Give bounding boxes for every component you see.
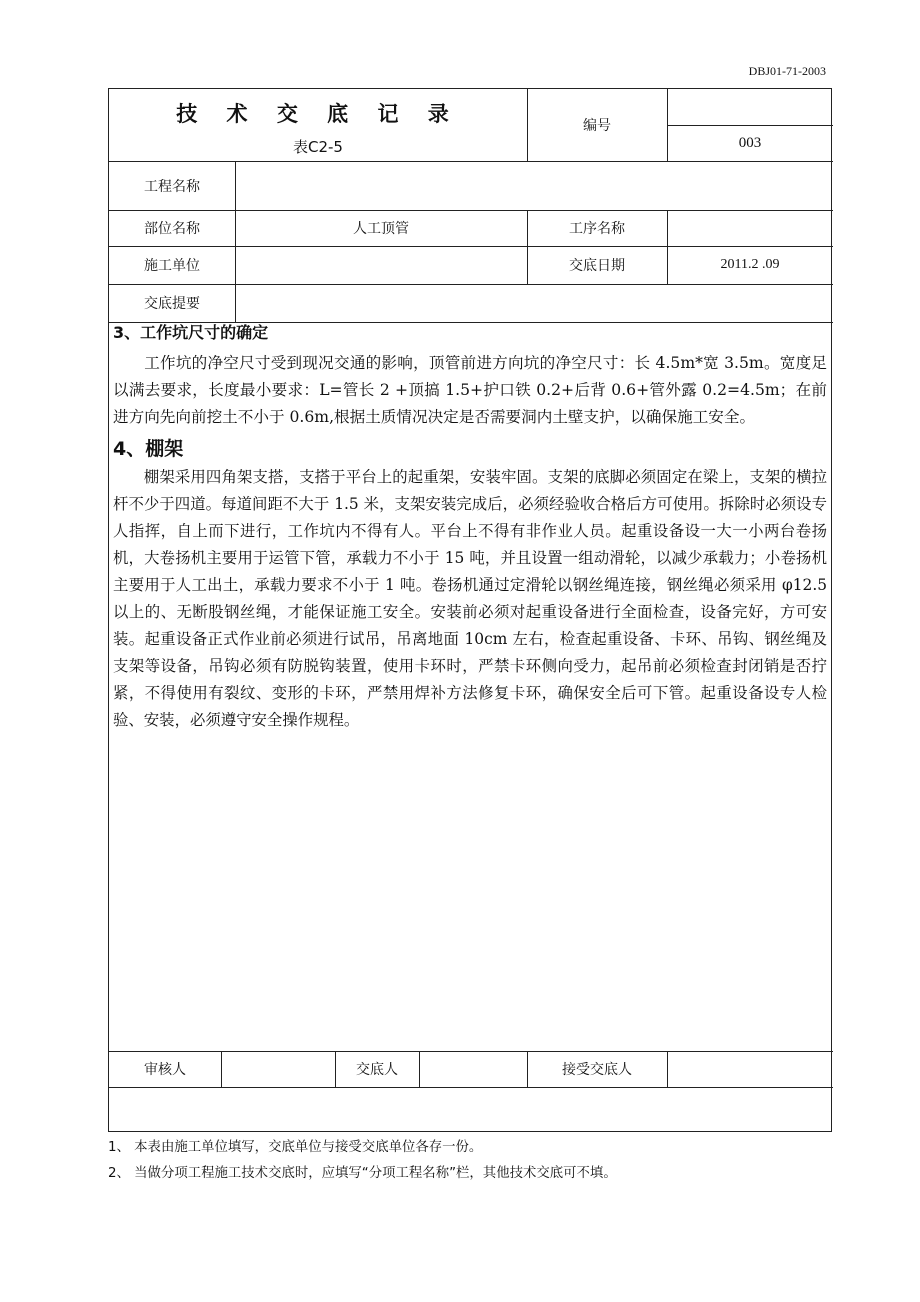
form-title: 技 术 交 底 记 录: [176, 102, 460, 126]
document-code: DBJ01-71-2003: [748, 64, 826, 78]
section-3-text: 工作坑的净空尺寸受到现况交通的影响，顶管前进方向坑的净空尺寸：长 4.5m*宽 3.5m。宽度足以满去要求，长度最小要求：L=管长 2 +顶搞 1.5+护口铁 0.2+后背 0.6+管外露 0.2=4.5m；在前进方向先向前挖土不小于 0.6m,根据土质情况决定是否需要洞内土壁支护，以确保施工安全。: [113, 354, 827, 427]
handover-date-label: 交底日期: [569, 258, 625, 274]
form-number: 表C2-5: [293, 137, 343, 156]
receiver-field[interactable]: [667, 1051, 833, 1087]
reviewer-field[interactable]: [221, 1051, 335, 1087]
part-name-label: 部位名称: [144, 221, 200, 237]
project-name-field[interactable]: [235, 161, 833, 210]
section-4-title: 4、棚架: [113, 437, 184, 460]
project-name-label: 工程名称: [144, 178, 200, 195]
part-name-field[interactable]: 人工顶管: [353, 222, 409, 237]
tech-handover-form: [108, 88, 832, 1132]
number-value: 003: [738, 134, 762, 151]
number-label: 编号: [583, 118, 611, 134]
reviewer-label: 审核人: [144, 1062, 186, 1078]
section-3-title: 3、工作坑尺寸的确定: [113, 323, 269, 342]
handover-person-field[interactable]: [419, 1051, 527, 1087]
summary-field[interactable]: [235, 284, 833, 322]
row-divider: [109, 1087, 833, 1088]
handover-date-field[interactable]: 2011.2 .09: [720, 257, 780, 272]
construction-unit-label: 施工单位: [144, 258, 200, 274]
summary-label: 交底提要: [144, 296, 200, 312]
handover-person-label: 交底人: [356, 1062, 398, 1078]
handover-content: [109, 322, 833, 734]
note-1: 1、 本表由施工单位填写，交底单位与接受交底单位各存一份。: [108, 1140, 483, 1155]
receiver-label: 接受交底人: [562, 1062, 632, 1078]
construction-unit-field[interactable]: [235, 246, 527, 284]
process-name-field[interactable]: [667, 210, 833, 246]
process-name-label: 工序名称: [569, 221, 625, 237]
section-4-text: 棚架采用四角架支搭，支搭于平台上的起重架，安装牢固。支架的底脚必须固定在梁上，支架的横拉杆不少于四道。每道间距不大于 1.5 米，支架安装完成后，必须经验收合格后方可使用。拆除时必须设专人指挥，自上而下进行，工作坑内不得有人。平台上不得有非作业人员。起重设备设一大一小两台卷扬机，大卷扬机主要用于运管下管，承载力不小于 15 吨，并且设置一组动滑轮，以减少承载力；小卷扬机主要用于人工出土，承载力要求不小于 1 吨。卷扬机通过定滑轮以钢丝绳连接，钢丝绳必须采用 φ12.5 以上的、无断股钢丝绳，才能保证施工安全。安装前必须对起重设备进行全面检查，设备完好，方可安装。起重设备正式作业前必须进行试吊，吊离地面 10cm 左右，检查起重设备、卡环、吊钩、钢丝绳及支架等设备，吊钩必须有防脱钩装置，使用卡环时，严禁卡环侧向受力，起吊前必须检查封闭销是否拧紧，不得使用有裂纹、变形的卡环，严禁用焊补方法修复卡环，确保安全后可下管。起重设备设专人检验、安装，必须遵守安全操作规程。: [113, 467, 827, 729]
note-2: 2、 当做分项工程施工技术交底时，应填写“分项工程名称”栏，其他技术交底可不填。: [108, 1166, 617, 1181]
